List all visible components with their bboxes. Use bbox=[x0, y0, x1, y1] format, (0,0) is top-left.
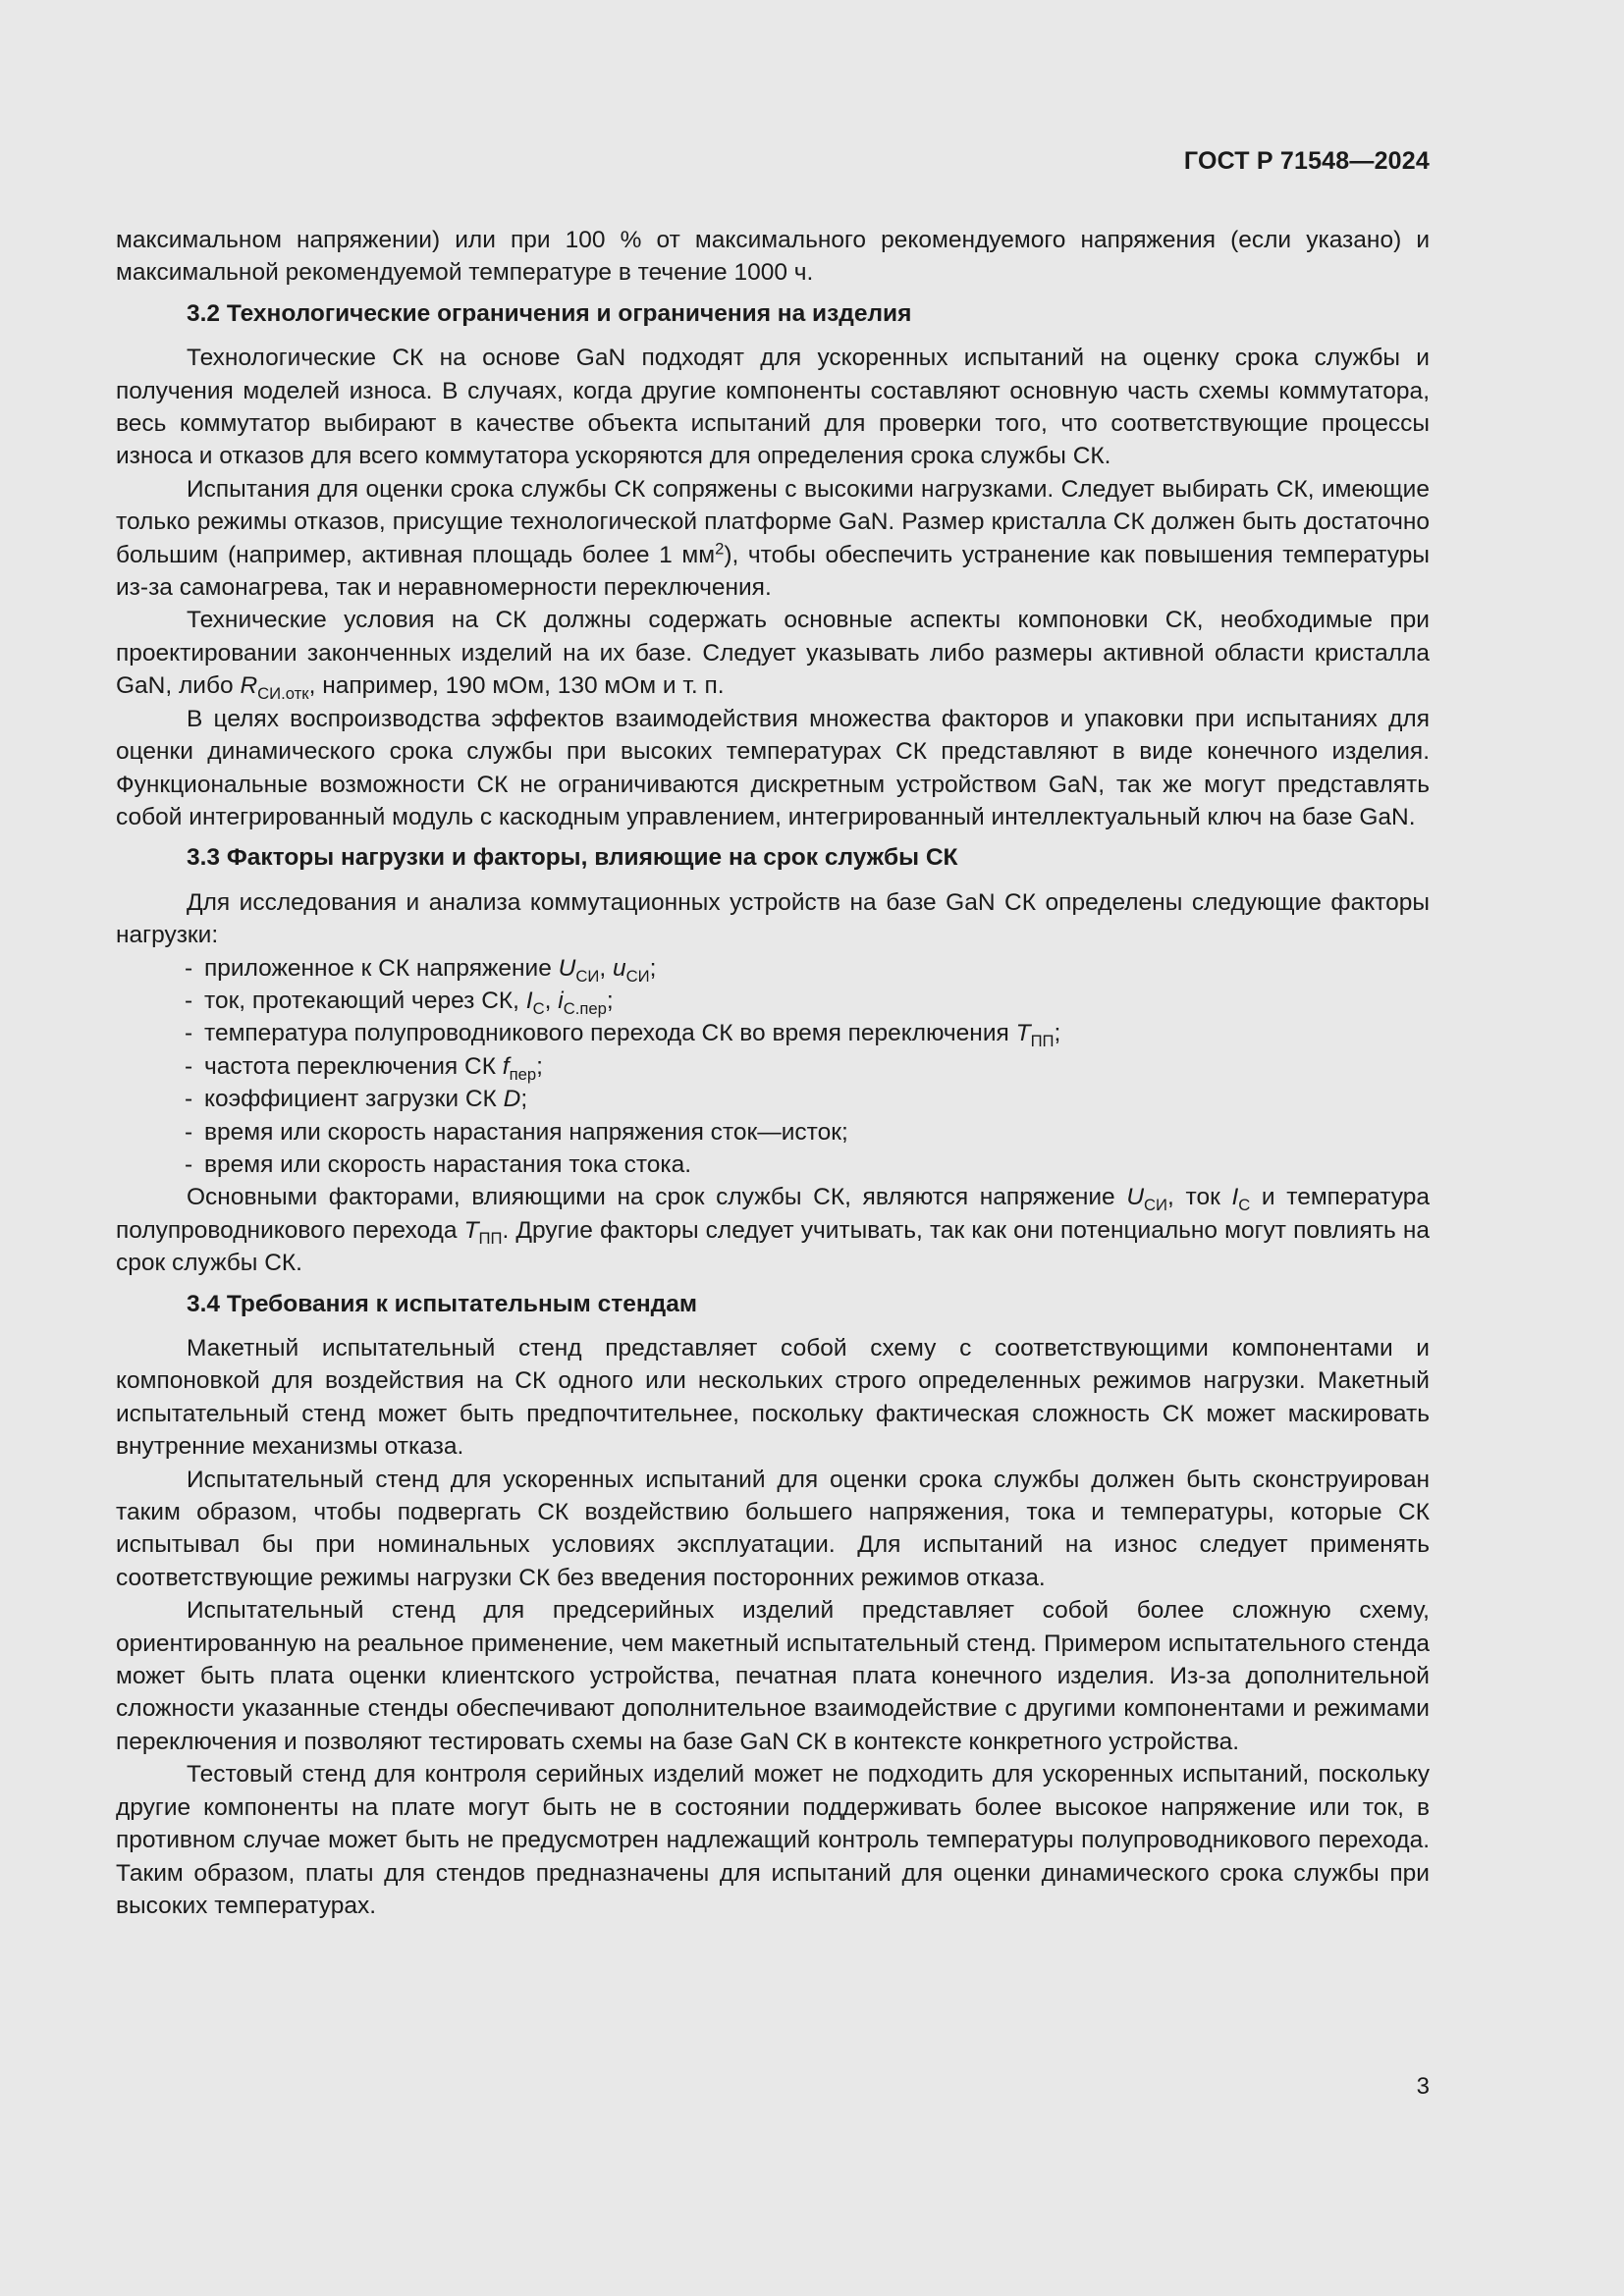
subscript: ПП bbox=[1030, 1032, 1055, 1051]
page-number: 3 bbox=[1416, 2073, 1430, 2100]
document-page bbox=[116, 0, 1430, 2296]
subscript: СИ bbox=[625, 966, 650, 986]
math-variable: i bbox=[558, 987, 564, 1014]
paragraph: В целях воспроизводства эффектов взаимодействия множества факторов и упаковки при испытаниях для оценки динамического срока службы при высоких температурах СК представляют в виде конечного изделия. Функциональные возможности СК не ограничиваются дискретным устройством GaN, так же могут представлять собой интегрированный модуль с каскодным управлением, интегрированный интеллектуальный ключ на базе GaN. bbox=[116, 705, 1430, 830]
list-item: - время или скорость нарастания напряжения сток—исток; bbox=[185, 1116, 1430, 1148]
text-run: , bbox=[599, 954, 613, 982]
subscript: ПП bbox=[478, 1228, 503, 1248]
superscript: 2 bbox=[715, 539, 725, 559]
list-item bbox=[185, 1017, 1430, 1049]
text-run: Основными факторами, влияющими на срок службы СК, являются напряжение bbox=[187, 1184, 1127, 1211]
text-run: ; bbox=[606, 987, 614, 1014]
subscript: СИ.отк bbox=[257, 684, 309, 704]
math-variable: T bbox=[463, 1216, 479, 1244]
math-variable: u bbox=[612, 954, 626, 982]
text-run: Технические условия на СК должны содержать основные аспекты компоновки СК, необходимые при проектировании законченных изделий на их базе. Следует указывать либо размеры активной области кристалла GaN, либо bbox=[116, 607, 1430, 700]
paragraph: Для исследования и анализа коммутационных устройств на базе GaN СК определены следующие факторы нагрузки: bbox=[116, 888, 1430, 949]
text-run: . Другие факторы следует учитывать, так как они потенциально могут повлиять на срок службы СК. bbox=[116, 1216, 1430, 1277]
paragraph bbox=[116, 604, 1430, 702]
list-item: - время или скорость нарастания тока стока. bbox=[185, 1148, 1430, 1181]
section-heading-3-3: 3.3 Факторы нагрузки и факторы, влияющие на срок службы СК bbox=[187, 844, 958, 872]
math-variable: f bbox=[502, 1052, 510, 1080]
paragraph: Испытательный стенд для предсерийных изделий представляет собой более сложную схему, ориентированную на реальное применение, чем макетный испытательный стенд. Примером испытательного стенда может быть плата оценки клиентского устройства, печатная плата конечного изделия. Из-за дополнительной сложности указанные стенды обеспечивают дополнительное взаимодействие с другими компонентами и режимами переключения и позволяют тестировать схемы на базе GaN СК в контексте конкретного устройства. bbox=[116, 1597, 1430, 1755]
text-run: и температура полупроводникового перехода bbox=[116, 1184, 1430, 1244]
text-run: частота переключения СК bbox=[204, 1052, 503, 1080]
math-variable: U bbox=[558, 954, 576, 982]
text-run: приложенное к СК напряжение bbox=[204, 954, 559, 982]
paragraph bbox=[116, 473, 1430, 605]
text-run: , ток bbox=[1167, 1184, 1232, 1211]
paragraph: Макетный испытательный стенд представляет собой схему с соответствующими компонентами и компоновкой для воздействия на СК одного или нескольких строго определенных режимов нагрузки. Макетный испытательный стенд может быть предпочтительнее, поскольку фактическая сложность СК может маскировать внутренние механизмы отказа. bbox=[116, 1335, 1430, 1461]
text-run: , например, 190 мОм, 130 мОм и т. п. bbox=[308, 672, 725, 700]
text-run: ; bbox=[536, 1052, 543, 1080]
text-run: коэффициент загрузки СК bbox=[204, 1086, 504, 1113]
math-variable: I bbox=[1231, 1184, 1239, 1211]
list-item bbox=[185, 1050, 1430, 1083]
math-variable: U bbox=[1126, 1184, 1145, 1211]
text-run: ; bbox=[649, 954, 657, 982]
text-run: ток, протекающий через СК, bbox=[204, 987, 526, 1014]
subscript: С bbox=[1238, 1196, 1251, 1215]
paragraph bbox=[116, 1181, 1430, 1279]
paragraph: Тестовый стенд для контроля серийных изделий может не подходить для ускоренных испытаний, поскольку другие компоненты на плате могут быть не в состоянии поддерживать более высокое напряжение или ток, в противном случае может быть не предусмотрен надлежащий контроль температуры полупроводникового перехода. Таким образом, платы для стендов предназначены для испытаний для оценки динамического срока службы при высоких температурах. bbox=[116, 1761, 1430, 1919]
document-header: ГОСТ Р 71548—2024 bbox=[1183, 147, 1430, 175]
text-run: Испытания для оценки срока службы СК сопряжены с высокими нагрузками. Следует выбирать СК, имеющие только режимы отказов, присущие технологической платформе GaN. Размер кристалла СК должен быть достаточно большим (например, активная площадь более 1 мм bbox=[116, 475, 1430, 568]
paragraph: Испытательный стенд для ускоренных испытаний для оценки срока службы должен быть сконструирован таким образом, чтобы подвергать СК воздействию большего напряжения, тока и температуры, которые СК испытывал бы при номинальных условиях эксплуатации. Для испытаний на износ следует применять соответствующие режимы нагрузки СК без введения посторонних режимов отказа. bbox=[116, 1466, 1430, 1591]
list-item bbox=[185, 1083, 1430, 1115]
math-variable: I bbox=[525, 987, 533, 1014]
math-variable: T bbox=[1015, 1020, 1031, 1047]
text-run: ; bbox=[1054, 1020, 1061, 1047]
document-body bbox=[116, 224, 1430, 1922]
subscript: С.пер bbox=[563, 998, 607, 1018]
section-heading-3-2: 3.2 Технологические ограничения и ограничения на изделия bbox=[187, 299, 912, 327]
text-run: , bbox=[544, 987, 559, 1014]
section-heading-3-4: 3.4 Требования к испытательным стендам bbox=[187, 1290, 697, 1317]
subscript: СИ bbox=[575, 966, 600, 986]
list-item bbox=[185, 985, 1430, 1017]
text-run: температура полупроводникового перехода СК во время переключения bbox=[204, 1020, 1016, 1047]
math-variable: R bbox=[240, 672, 258, 700]
text-run: ), чтобы обеспечить устранение как повышения температуры из-за самонагрева, так и неравномерности переключения. bbox=[116, 541, 1430, 602]
subscript: С bbox=[532, 998, 545, 1018]
subscript: пер bbox=[509, 1064, 537, 1084]
text-run: ; bbox=[520, 1086, 528, 1113]
subscript: СИ bbox=[1144, 1196, 1168, 1215]
paragraph: Технологические СК на основе GaN подходят для ускоренных испытаний на оценку срока службы и получения моделей износа. В случаях, когда другие компоненты составляют основную часть схемы коммутатора, весь коммутатор выбирают в качестве объекта испытаний для проверки того, что соответствующие процессы износа и отказов для всего коммутатора ускоряются для определения срока службы СК. bbox=[116, 345, 1430, 470]
math-variable: D bbox=[503, 1086, 521, 1113]
paragraph-continuation: максимальном напряжении) или при 100 % от максимального рекомендуемого напряжения (если указано) и максимальной рекомендуемой температуре в течение 1000 ч. bbox=[116, 227, 1430, 287]
list-item bbox=[185, 952, 1430, 985]
factor-list bbox=[116, 952, 1430, 1182]
